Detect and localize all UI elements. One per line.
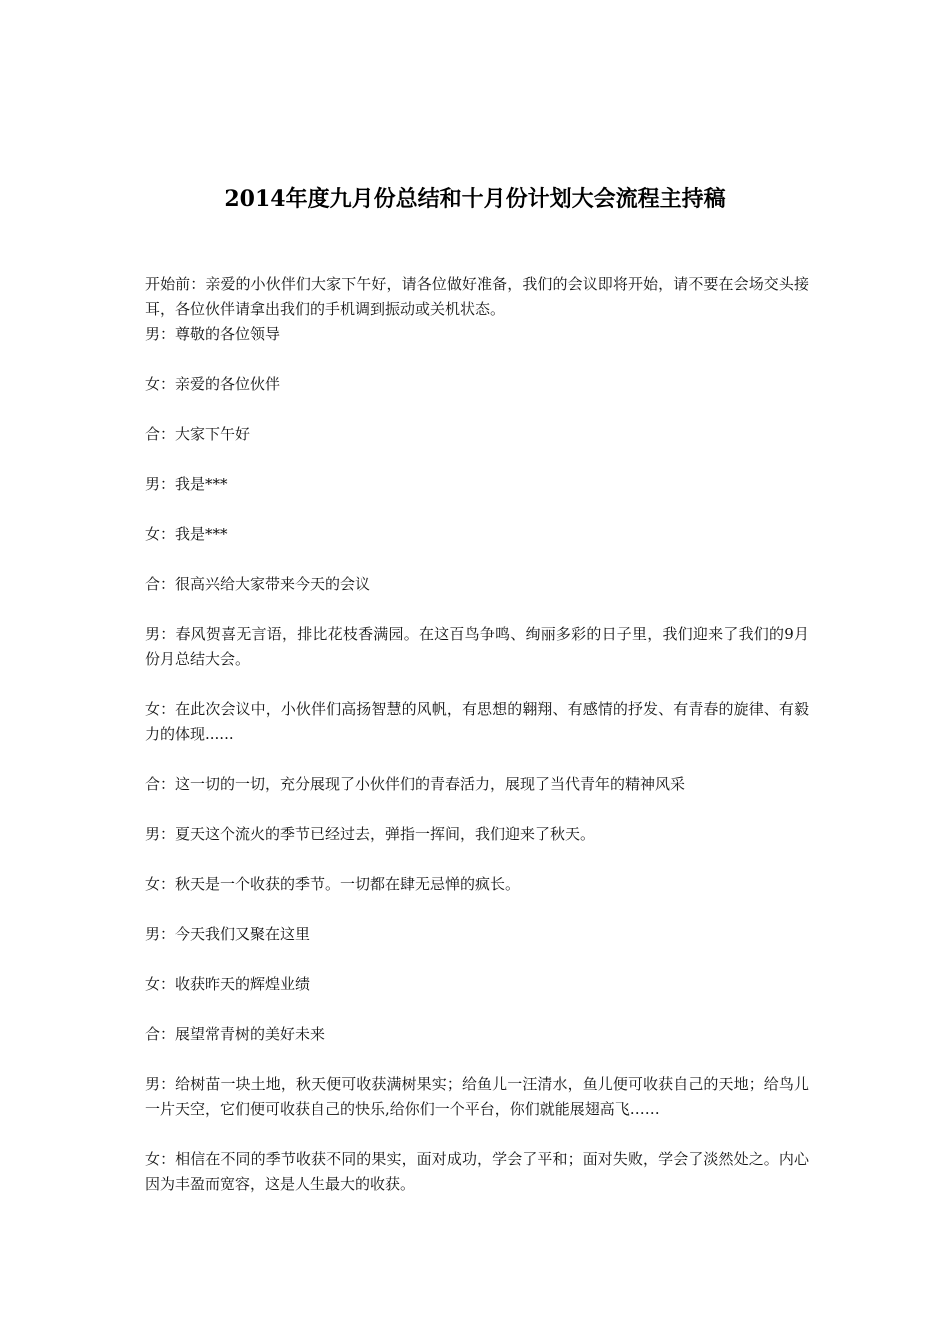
- paragraph-together-welcome: 合：很高兴给大家带来今天的会议: [145, 575, 371, 593]
- document-title: 2014年度九月份总结和十月份计划大会流程主持稿: [224, 186, 726, 212]
- document-body: [145, 272, 809, 1222]
- paragraph-male-summer: 男：夏天这个流火的季节已经过去，弹指一挥间，我们迎来了秋天。: [145, 825, 596, 843]
- paragraph-male-greeting: 男：尊敬的各位领导: [145, 325, 281, 343]
- paragraph-female-greeting: 女：亲爱的各位伙伴: [145, 375, 281, 393]
- paragraph-male-gather: 男：今天我们又聚在这里: [145, 925, 311, 943]
- paragraph-female-meeting: 女：在此次会议中，小伙伴们高扬智慧的风帆，有思想的翱翔、有感情的抒发、有青春的旋律、有毅力的体现......: [145, 700, 809, 743]
- paragraph-female-harvest: 女：收获昨天的辉煌业绩: [145, 975, 311, 993]
- paragraph-female-autumn: 女：秋天是一个收获的季节。一切都在肆无忌惮的疯长。: [145, 875, 521, 893]
- paragraph-female-intro: 女：我是***: [145, 525, 228, 543]
- paragraph-opening: 开始前：亲爱的小伙伴们大家下午好，请各位做好准备，我们的会议即将开始，请不要在会场交头接耳，各位伙伴请拿出我们的手机调到振动或关机状态。: [145, 275, 809, 318]
- paragraph-together-greeting: 合：大家下午好: [145, 425, 251, 443]
- paragraph-male-spring: 男：春风贺喜无言语，排比花枝香满园。在这百鸟争鸣、绚丽多彩的日子里，我们迎来了我们的9月份月总结大会。: [145, 625, 809, 668]
- paragraph-male-platform: 男：给树苗一块土地，秋天便可收获满树果实；给鱼儿一汪清水，鱼儿便可收获自己的天地；给鸟儿一片天空，它们便可收获自己的快乐,给你们一个平台，你们就能展翅高飞……: [145, 1075, 809, 1118]
- paragraph-together-future: 合：展望常青树的美好未来: [145, 1025, 326, 1043]
- paragraph-female-seasons: 女：相信在不同的季节收获不同的果实，面对成功，学会了平和；面对失败，学会了淡然处之。内心因为丰盈而宽容，这是人生最大的收获。: [145, 1150, 809, 1193]
- paragraph-male-intro: 男：我是***: [145, 475, 228, 493]
- paragraph-together-vitality: 合：这一切的一切，充分展现了小伙伴们的青春活力，展现了当代青年的精神风采: [145, 775, 686, 793]
